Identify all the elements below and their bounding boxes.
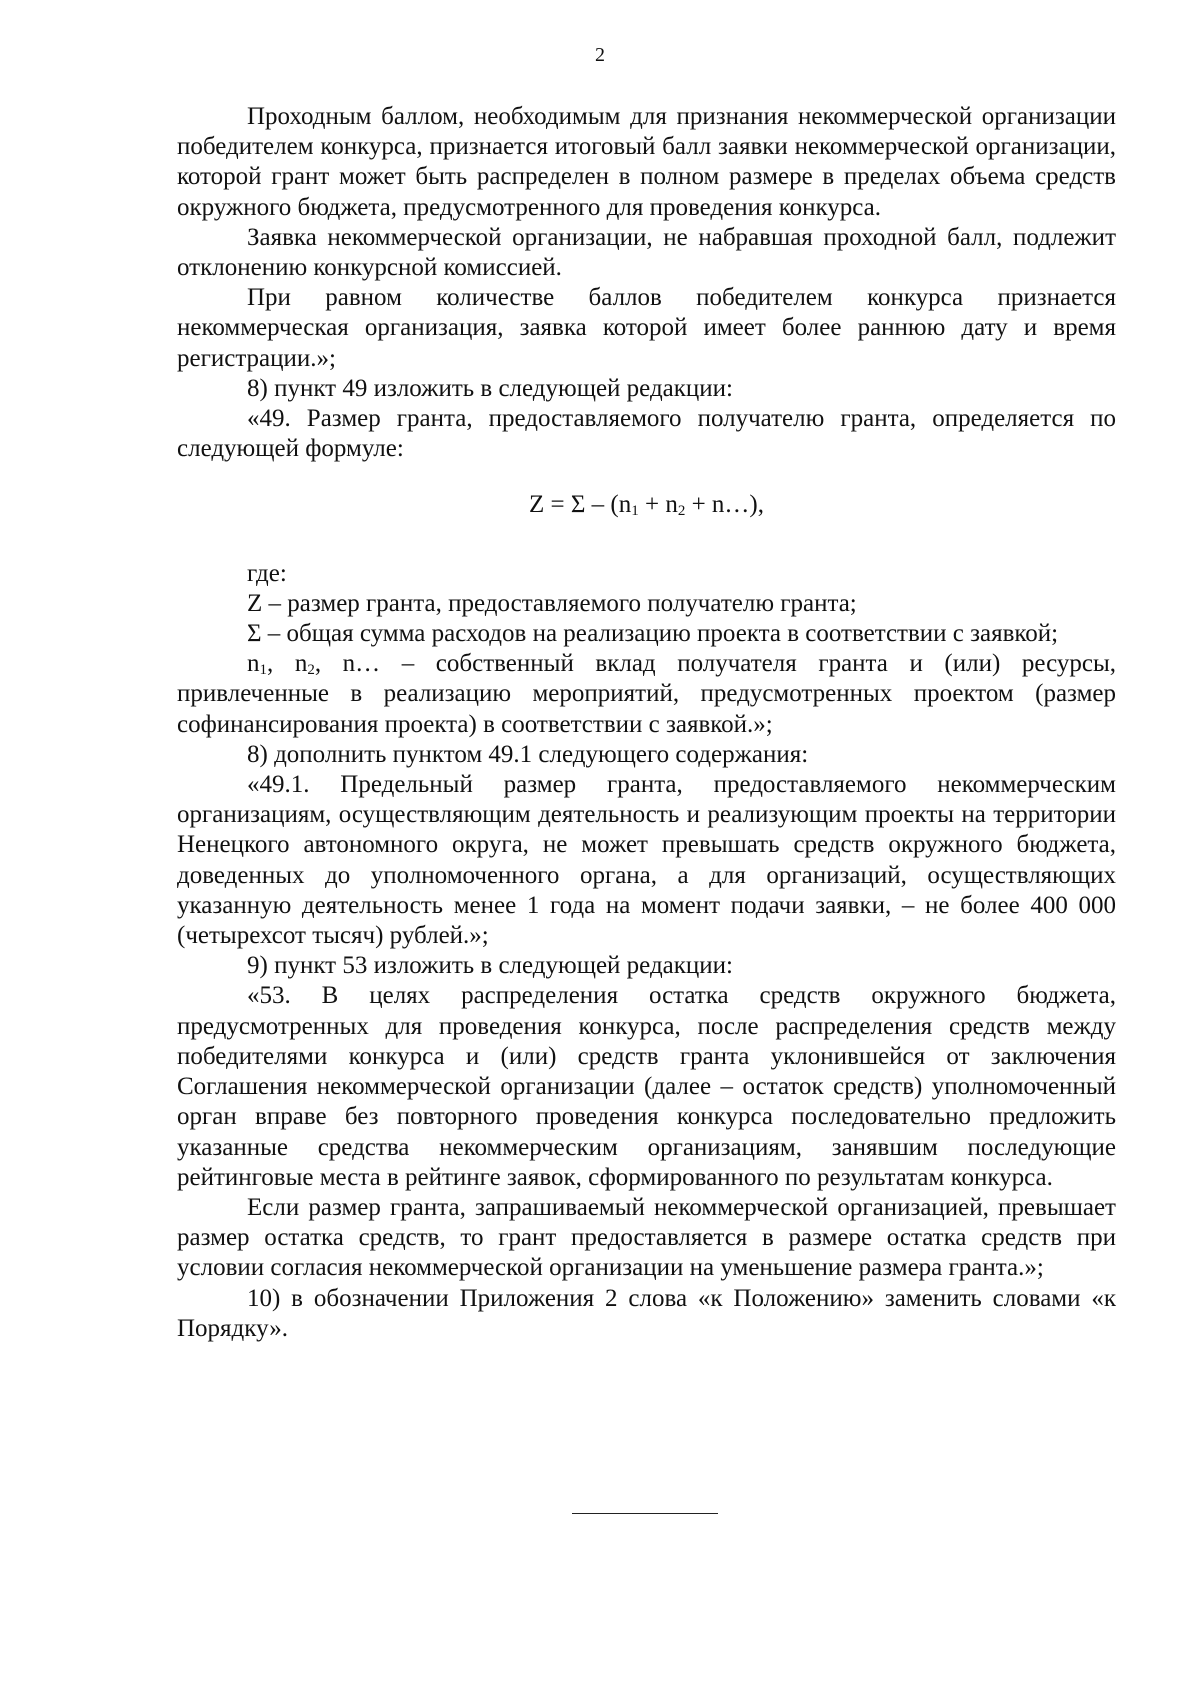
def-n-subscript-2: 2 (307, 662, 315, 679)
def-n-part-c: , n… – собственный вклад получателя гранта и (или) ресурсы, привлеченные в реализацию мероприятий, предусмотренных проектом (размер софинансирования проекта) в соответствии с заявкой.»; (177, 650, 1116, 738)
page-number: 2 (595, 44, 605, 66)
formula-part-rhs: + n…), (685, 491, 765, 519)
formula-part-mid: + n (638, 491, 678, 519)
paragraph-clause-49: «49. Размер гранта, предоставляемого получателю гранта, определяется по следующей формуле: (177, 405, 1116, 463)
document-body (177, 102, 1116, 1344)
paragraph-item-8-intro: 8) пункт 49 изложить в следующей редакции: (247, 374, 733, 402)
paragraph-remaining-funds: Если размер гранта, запрашиваемый некоммерческой организацией, превышает размер остатка средств, то грант предоставляется в размере остатка средств при условии согласия некоммерческой организации на уменьшение размера гранта.»; (177, 1193, 1116, 1282)
paragraph-where: где: (247, 559, 287, 587)
paragraph-item-10: 10) в обозначении Приложения 2 слова «к Положению» заменить словами «к Порядку». (177, 1284, 1116, 1342)
formula-subscript-1: 1 (631, 503, 639, 520)
grant-formula (177, 490, 1116, 520)
paragraph-rejection: Заявка некоммерческой организации, не набравшая проходной балл, подлежит отклонению конкурсной комиссией. (177, 223, 1116, 282)
end-separator-line (572, 1513, 718, 1514)
paragraph-def-z: Z – размер гранта, предоставляемого получателю гранта; (247, 589, 857, 617)
formula-part-lhs: Z = Σ – (n (528, 491, 632, 519)
paragraph-equal-score: При равном количестве баллов победителем конкурса признается некоммерческая организация, заявка которой имеет более раннюю дату и время регистрации.»; (177, 284, 1116, 372)
paragraph-clause-53: «53. В целях распределения остатка средств окружного бюджета, предусмотренных для проведения конкурса, после распределения средств между победителями конкурса и (или) средств гранта уклонившейся от заключения Соглашения некоммерческой организации (далее – остаток средств) уполномоченный орган вправе без повторного проведения конкурса последовательно предложить указанные средства некоммерческим организациям, занявшим последующие рейтинговые места в рейтинге заявок, сформированного по результатам конкурса. (177, 982, 1116, 1191)
def-n-subscript-1: 1 (259, 662, 267, 679)
paragraph-clause-49-1: «49.1. Предельный размер гранта, предоставляемого некоммерческим организациям, осуществляющим деятельность и реализующим проекты на территории Ненецкого автономного округа, не может превышать средств окружного бюджета, доведенных до уполномоченного органа, а для организаций, осуществляющих указанную деятельность менее 1 года на момент подачи заявки, – не более 400 000 (четырехсот тысяч) рублей.»; (177, 771, 1116, 950)
paragraph-passing-score: Проходным баллом, необходимым для признания некоммерческой организации победителем конкурса, признается итоговый балл заявки некоммерческой организации, которой грант может быть распределен в полном размере в пределах объема средств окружного бюджета, предусмотренного для проведения конкурса. (177, 103, 1116, 221)
paragraph-def-n (177, 649, 1116, 740)
paragraph-item-8-add: 8) дополнить пунктом 49.1 следующего содержания: (247, 740, 809, 768)
formula-subscript-2: 2 (677, 503, 686, 520)
paragraph-def-sigma: Σ – общая сумма расходов на реализацию проекта в соответствии с заявкой; (247, 620, 1059, 648)
def-n-part-b: , n (267, 650, 308, 678)
paragraph-item-9-intro: 9) пункт 53 изложить в следующей редакции: (247, 952, 733, 980)
def-n-part-a: n (247, 650, 260, 678)
